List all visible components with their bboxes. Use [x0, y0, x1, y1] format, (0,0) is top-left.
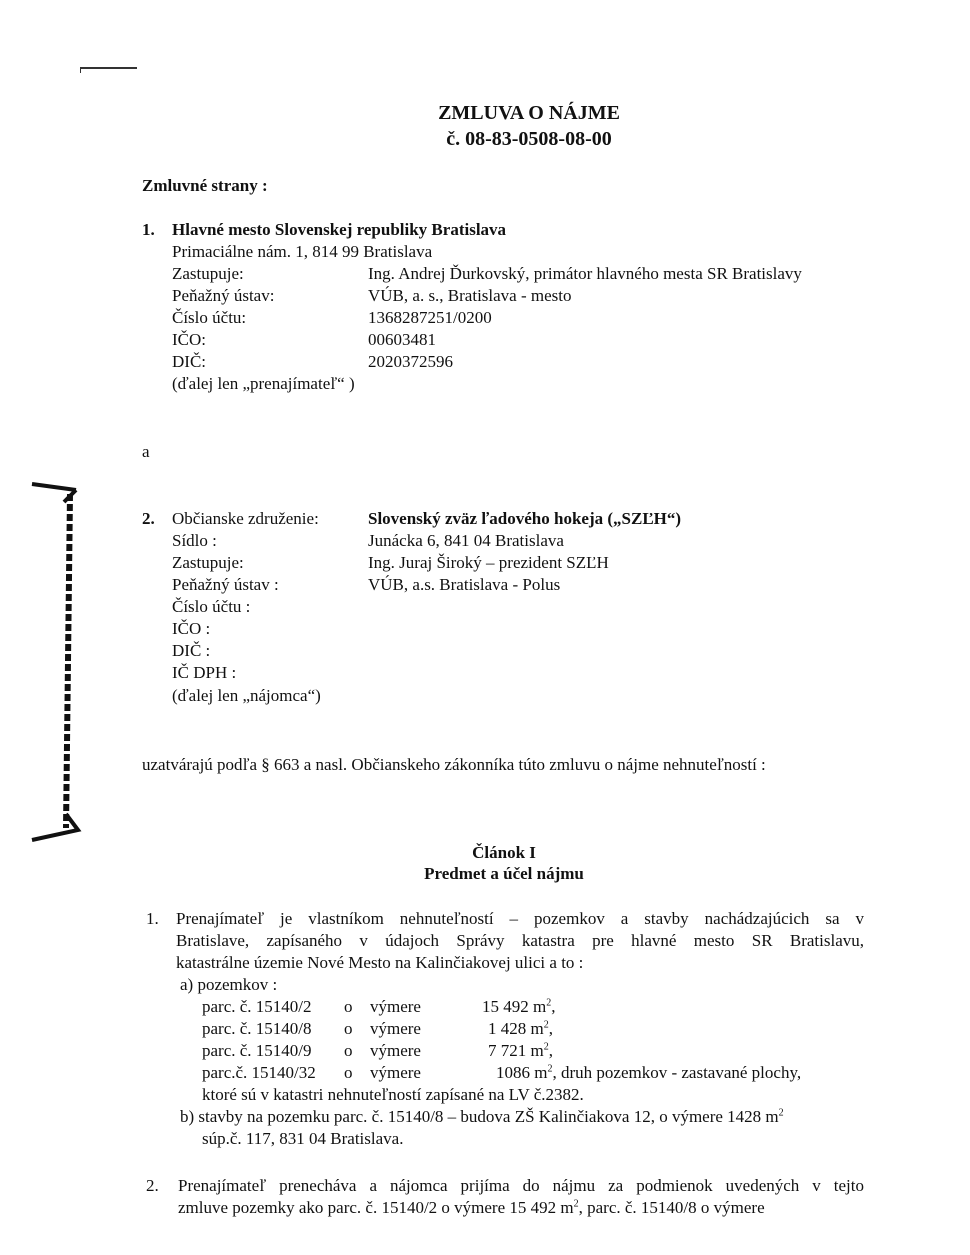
parcel-area: 1086 m	[496, 1063, 548, 1082]
scan-mark-top	[80, 67, 137, 73]
party2-label: Číslo účtu :	[172, 597, 251, 616]
party2-row	[0, 663, 970, 685]
parcel-row	[0, 1019, 970, 1041]
party1-row	[0, 286, 970, 308]
parcel-row	[0, 1041, 970, 1063]
party1-label: IČO:	[172, 330, 206, 349]
intro-text: uzatvárajú podľa § 663 a nasl. Občianskeho zákonníka túto zmluvu o nájme nehnuteľností :	[142, 755, 766, 774]
parcel-vymere: výmere	[370, 1041, 421, 1060]
area-exponent: 2	[547, 1063, 553, 1075]
parcel-o: o	[344, 997, 353, 1016]
parcel-vymere: výmere	[370, 997, 421, 1016]
p1-b-line1	[180, 1107, 784, 1127]
party2-label: Sídlo :	[172, 531, 217, 550]
party2-alias: (ďalej len „nájomca“)	[172, 686, 321, 705]
conjunction: a	[142, 442, 150, 461]
area-exponent: 2	[546, 997, 552, 1009]
party1-row	[0, 330, 970, 352]
party2-row	[0, 531, 970, 553]
article-title: Predmet a účel nájmu	[424, 864, 584, 883]
party2-value: Ing. Juraj Široký – prezident SZĽH	[368, 553, 609, 572]
p2-line: Prenajímateľ prenecháva a nájomca prijíma do nájmu za podmienok uvedených v tejto	[178, 1176, 864, 1195]
party2-row	[0, 619, 970, 641]
article-heading: Článok I	[472, 843, 536, 862]
area-exponent: 2	[543, 1019, 549, 1031]
party1-address: Primaciálne nám. 1, 814 99 Bratislava	[172, 242, 433, 261]
party2-row	[0, 641, 970, 663]
parcel-tail: ,	[548, 1019, 553, 1038]
party2-row	[0, 575, 970, 597]
party2-label: Peňažný ústav :	[172, 575, 279, 594]
parcel-row	[0, 997, 970, 1019]
parcel-o: o	[344, 1063, 353, 1082]
parcel-tail: ,	[548, 1041, 553, 1060]
party1-value: VÚB, a. s., Bratislava - mesto	[368, 286, 572, 305]
p2-number: 2.	[146, 1176, 159, 1195]
parcel-tail: ,	[551, 997, 556, 1016]
party1-name: Hlavné mesto Slovenskej republiky Bratislava	[172, 220, 507, 239]
parcel-number: parc. č. 15140/2	[202, 997, 312, 1016]
party2-label: IČ DPH :	[172, 663, 237, 682]
p2-text-a: zmluve pozemky ako parc. č. 15140/2 o výmere 15 492 m	[178, 1198, 574, 1217]
party1-label: Peňažný ústav:	[172, 286, 275, 305]
contract-number: č. 08-83-0508-08-00	[446, 128, 612, 150]
party1-label: Číslo účtu:	[172, 308, 247, 327]
p1-a-label: a) pozemkov :	[180, 975, 278, 994]
parcel-area: 15 492 m	[482, 997, 547, 1016]
p2-text-b: , parc. č. 15140/8 o výmere	[578, 1198, 765, 1217]
party2-name: Slovenský zväz ľadového hokeja („SZĽH“)	[368, 509, 682, 528]
p1-number: 1.	[146, 909, 159, 928]
parties-heading: Zmluvné strany :	[142, 176, 268, 195]
party2-number: 2.	[142, 509, 155, 528]
area-exponent: 2	[573, 1198, 579, 1210]
party1-label: Zastupuje:	[172, 264, 244, 283]
party1-row	[0, 352, 970, 374]
area-exponent: 2	[778, 1107, 784, 1119]
p1-line: Bratislave, zapísaného v údajoch Správy katastra pre hlavné mesto SR Bratislavu,	[176, 931, 864, 950]
parcel-area: 1 428 m	[488, 1019, 544, 1038]
party1-row	[0, 308, 970, 330]
party1-value: 00603481	[368, 330, 436, 349]
party2-type: Občianske združenie:	[172, 509, 319, 528]
parcel-tail: , druh pozemkov - zastavané plochy,	[552, 1063, 802, 1082]
parcel-number: parc. č. 15140/8	[202, 1019, 312, 1038]
parcel-note: ktoré sú v katastri nehnuteľností zapísané na LV č.2382.	[202, 1085, 584, 1104]
party1-number: 1.	[142, 220, 155, 239]
party1-row	[0, 264, 970, 286]
p1-b-line2: súp.č. 117, 831 04 Bratislava.	[202, 1129, 404, 1148]
p1-line-last: katastrálne územie Nové Mesto na Kalinčiakovej ulici a to :	[176, 953, 584, 972]
party2-label: Zastupuje:	[172, 553, 244, 572]
party1-value: 1368287251/0200	[368, 308, 492, 327]
parcel-row	[0, 1063, 970, 1085]
party2-row	[0, 597, 970, 619]
party1-alias: (ďalej len „prenajímateľ“ )	[172, 374, 355, 393]
p1-b-text: b) stavby na pozemku parc. č. 15140/8 – budova ZŠ Kalinčiakova 12, o výmere 1428 m	[180, 1107, 779, 1126]
parcel-o: o	[344, 1041, 353, 1060]
parcel-number: parc. č. 15140/9	[202, 1041, 312, 1060]
parcel-vymere: výmere	[370, 1019, 421, 1038]
party1-value: Ing. Andrej Ďurkovský, primátor hlavného mesta SR Bratislavy	[368, 264, 802, 283]
party2-row	[0, 553, 970, 575]
area-exponent: 2	[543, 1041, 549, 1053]
party1-value: 2020372596	[368, 352, 453, 371]
parcel-o: o	[344, 1019, 353, 1038]
contract-title: ZMLUVA O NÁJME	[438, 102, 620, 124]
party2-label: DIČ :	[172, 641, 211, 660]
party2-label: IČO :	[172, 619, 211, 638]
parcel-number: parc.č. 15140/32	[202, 1063, 316, 1082]
party2-value: Junácka 6, 841 04 Bratislava	[368, 531, 564, 550]
party1-label: DIČ:	[172, 352, 206, 371]
parcel-vymere: výmere	[370, 1063, 421, 1082]
party2-value: VÚB, a.s. Bratislava - Polus	[368, 575, 561, 594]
parcel-area: 7 721 m	[488, 1041, 544, 1060]
p2-line2	[178, 1198, 765, 1218]
p1-line: Prenajímateľ je vlastníkom nehnuteľností – pozemkov a stavby nachádzajúcich sa v	[176, 909, 864, 928]
